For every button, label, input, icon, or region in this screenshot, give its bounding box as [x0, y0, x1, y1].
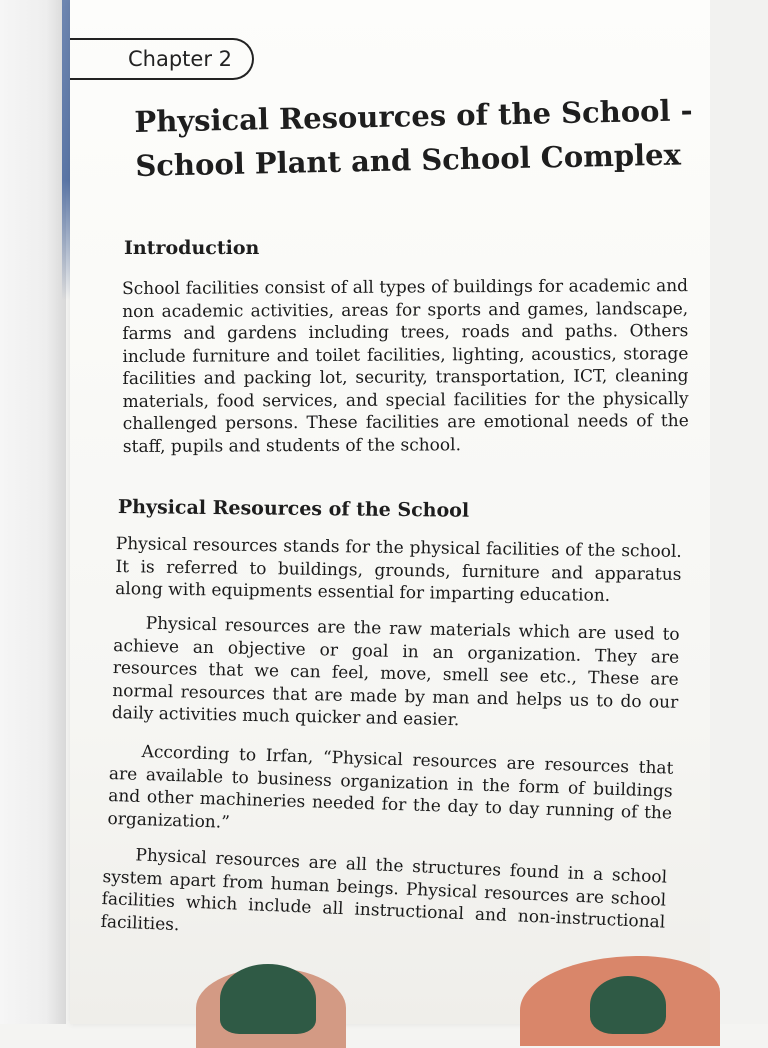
nail-polish-right [590, 976, 666, 1034]
chapter-title [134, 88, 706, 188]
chapter-title-line-2: School Plant and School Complex [135, 137, 682, 183]
chapter-label: Chapter 2 [70, 38, 254, 80]
physical-resources-paragraph-1: Physical resources stands for the physical facilities of the school. It is referred to buildings, grounds, furniture and apparatus along with equipments essential for imparting education. [115, 533, 682, 606]
physical-resources-paragraph-3: According to Irfan, “Physical resources are resources that are available to business organization in the form of buildings and other machineries needed for the day to day running of the organization.” [107, 742, 674, 833]
physical-resources-paragraph-4: Physical resources are all the structures found in a school system apart from human beings. Physical resources are school facilities which include all instructional and non-instructional facilities. [100, 845, 668, 935]
right-margin [710, 0, 768, 1024]
section-heading-introduction: Introduction [124, 237, 260, 259]
section-heading-physical-resources: Physical Resources of the School [117, 496, 470, 522]
physical-resources-paragraph-2: Physical resources are the raw materials which are used to achieve an objective or goal in an organization. They are resources that we can feel, move, smell see etc., These are normal resources that are made by man and helps us to do our daily activities much quicker and easier. [111, 613, 680, 731]
page-spine [0, 0, 66, 1024]
intro-paragraph: School facilities consist of all types of buildings for academic and non academic activities, areas for sports and games, landscape, farms and gardens including trees, roads and paths. Others include furniture and toilet facilities, lighting, acoustics, storage facilities and packing lot, security, transportation, ICT, cleaning materials, food services, and special facilities for the physically challenged persons. These facilities are emotional needs of the staff, pupils and students of the school. [122, 276, 689, 457]
chapter-title-line-1: Physical Resources of the School - [134, 93, 693, 139]
